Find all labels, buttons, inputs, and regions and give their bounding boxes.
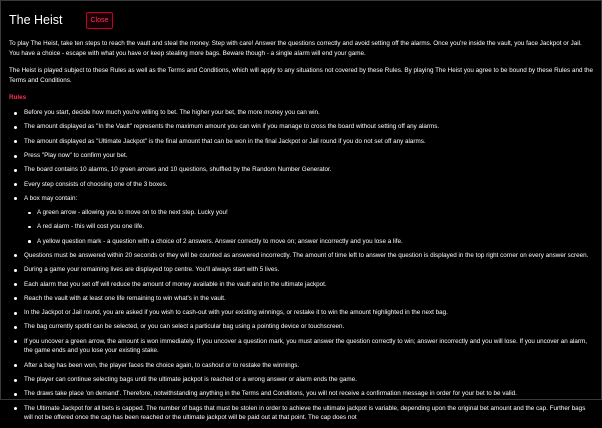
rule-item: The amount displayed as "In the Vault" represents the maximum amount you can win if you manage to cross the board without setting off any alarms.: [24, 122, 593, 132]
rule-item: The player can continue selecting bags until the ultimate jackpot is reached or a wrong answer or alarm ends the game.: [24, 375, 593, 385]
rule-item: Every step consists of choosing one of the 3 boxes.: [24, 180, 593, 190]
header: [9, 11, 113, 29]
terms-paragraph: The Heist is played subject to these Rules as well as the Terms and Conditions, which will apply to any situations not covered by these Rules. By playing The Heist you agree to be bound by these Rules and the Terms and Conditions.: [9, 67, 593, 84]
close-button[interactable]: Close: [86, 12, 114, 29]
rule-item: If you uncover a green arrow, the amount is won immediately. If you uncover a question mark, you must answer the question correctly to win; answer incorrectly and you will lose. If you uncover an alarm, the game ends and you lose your existing stake.: [24, 337, 593, 356]
rule-item: In the Jackpot or Jail round, you are asked if you wish to cash-out with your existing winnings, or restake it to win the amount highlighted in the next bag.: [24, 308, 593, 318]
page-title: The Heist: [9, 13, 63, 27]
rule-item: The board contains 10 alarms, 10 green arrows and 10 questions, shuffled by the Random Number Generator.: [24, 165, 593, 175]
sub-item-question-mark: A yellow question mark - a question with a choice of 2 answers. Answer correctly to move on; answer incorrectly and you lose a life.: [37, 237, 593, 247]
rule-item: During a game your remaining lives are displayed top centre. You'll always start with 5 lives.: [24, 265, 593, 275]
rule-item-box-contents: [24, 194, 593, 247]
rule-item: Questions must be answered within 20 seconds or they will be counted as answered incorrectly. The amount of time left to answer the question is displayed in the top right corner on every answer screen.: [24, 251, 593, 261]
rule-item: The draws take place 'on demand'. Therefore, notwithstanding anything in the Terms and Conditions, you will not receive a confirmation message in order for your bet to be valid.: [24, 389, 593, 399]
rule-item: The bag currently spotlit can be selected, or you can select a particular bag using a pointing device or touchscreen.: [24, 322, 593, 332]
rule-item: Before you start, decide how much you're willing to bet. The higher your bet, the more money you can win.: [24, 108, 593, 118]
box-contents-list: [24, 208, 593, 246]
intro-paragraph: To play The Heist, take ten steps to reach the vault and steal the money. Step with care! Answer the questions correctly and avoid setting off the alarms. Once you're inside the vault, you face Jackpot or Jail. You have a choice - escape with what you have or keep stealing more bags. Beware though - a single alarm will end your game.: [9, 40, 582, 57]
sub-item-green-arrow: A green arrow - allowing you to move on to the next step. Lucky you!: [37, 208, 593, 218]
rule-item: The Ultimate Jackpot for all bets is capped. The number of bags that must be stolen in order to achieve the ultimate jackpot is variable, depending upon the original bet amount and the cap. Further bags will not be offered once the cap has been reached or the ultimate jackpot will be paid out at that point. The cap does not: [24, 404, 593, 423]
rules-heading: Rules: [9, 94, 27, 102]
rules-content: [9, 39, 593, 428]
rule-item: The amount displayed as "Ultimate Jackpot" is the final amount that can be won in the final Jackpot or Jail round if you do not set off any alarms.: [24, 137, 593, 147]
sub-item-red-alarm: A red alarm - this will cost you one life.: [37, 222, 593, 232]
rules-list: [9, 108, 593, 423]
rule-item-label: A box may contain:: [24, 194, 78, 202]
rule-item: Reach the vault with at least one life remaining to win what's in the vault.: [24, 294, 593, 304]
rule-item: Press "Play now" to confirm your bet.: [24, 151, 593, 161]
rule-item: After a bag has been won, the player faces the choice again, to cashout or to restake the winnings.: [24, 361, 593, 371]
rule-item: Each alarm that you set off will reduce the amount of money available in the vault and in the ultimate jackpot.: [24, 280, 593, 290]
